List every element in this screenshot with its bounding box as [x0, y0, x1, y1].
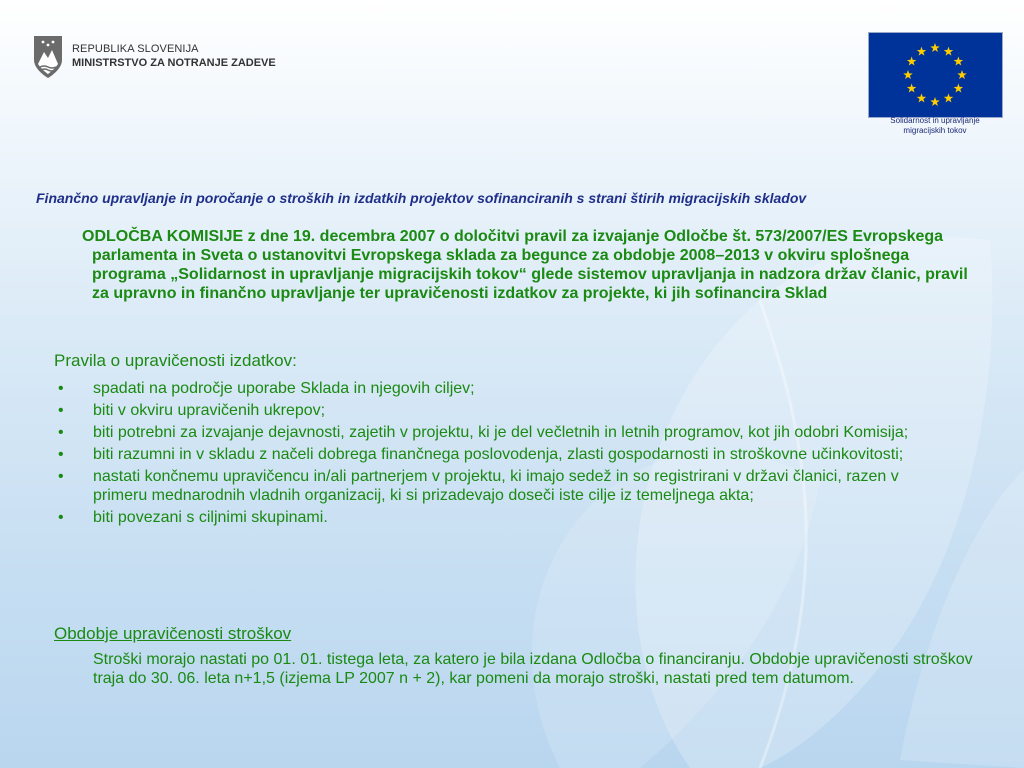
eu-star-icon	[917, 47, 927, 56]
eu-caption-line2: migracijskih tokov	[903, 126, 967, 135]
eu-star-icon	[930, 97, 940, 106]
bullet: •	[58, 380, 64, 397]
page-title: Finančno upravljanje in poročanje o stroških in izdatkih projektov sofinanciranih s strani štirih migracijskih skladov	[36, 190, 807, 206]
list-item	[54, 445, 954, 464]
ministry-country-label: REPUBLIKA SLOVENIJA	[72, 43, 199, 55]
list-item-text: nastati končnemu upravičencu in/ali partnerjem v projektu, ki imajo sedež in so registrirani v državi članici, razen v primeru mednarodnih vladnih organizacij, ki si prizadevajo doseči iste cilje iz temeljnega akta;	[93, 468, 899, 504]
bullet: •	[58, 509, 64, 526]
list-item-text: biti povezani s ciljnimi skupinami.	[93, 509, 328, 526]
bullet: •	[58, 424, 64, 441]
bullet: •	[58, 446, 64, 463]
slovenia-crest-icon	[32, 34, 64, 80]
eu-star-icon	[903, 70, 913, 79]
eu-star-icon	[957, 70, 967, 79]
list-item-text: spadati na področje uporabe Sklada in njegovih ciljev;	[93, 380, 475, 397]
eu-star-icon	[954, 57, 964, 66]
eligibility-period-text: Stroški morajo nastati po 01. 01. tistega leta, za katero je bila izdana Odločba o financiranju. Obdobje upravičenosti stroškov traja do 30. 06. leta n+1,5 (izjema LP 2007 n + 2), kar pomeni da morajo stroški, nastati pred tem datumom.	[93, 651, 973, 687]
list-item	[54, 379, 954, 398]
eu-star-icon	[907, 57, 917, 66]
eu-flag-icon	[868, 32, 1003, 118]
bullet: •	[58, 402, 64, 419]
list-item	[54, 401, 954, 420]
list-item	[54, 508, 954, 527]
list-item-text: biti v okviru upravičenih ukrepov;	[93, 402, 326, 419]
eu-star-icon	[944, 93, 954, 102]
list-item	[54, 423, 954, 442]
eu-star-icon	[917, 93, 927, 102]
commission-decision-text: ODLOČBA KOMISIJE z dne 19. decembra 2007 o določitvi pravil za izvajanje Odločbe št. 573/2007/ES Evropskega parlamenta in Sveta o ustanovitvi Evropskega sklada za begunce za obdobje 2008–2013 v okviru splošnega programa „Solidarnost in upravljanje migracijskih tokov“ glede sistemov upravljanja in nadzora držav članic, pravil za upravno in finančno upravljanje ter upravičenosti izdatkov za projekte, ki jih sofinancira Sklad	[82, 228, 968, 302]
eligibility-rules-list	[54, 379, 954, 530]
list-item	[54, 467, 954, 505]
eu-star-icon	[907, 84, 917, 93]
eligibility-period-heading: Obdobje upravičenosti stroškov	[54, 624, 292, 643]
eu-caption-line1: Solidarnost in upravljanje	[890, 116, 980, 125]
eu-fund-caption	[860, 116, 1010, 136]
eligibility-rules-heading: Pravila o upravičenosti izdatkov:	[54, 351, 297, 370]
bullet: •	[58, 468, 64, 485]
list-item-text: biti potrebni za izvajanje dejavnosti, zajetih v projektu, ki je del večletnih in letnih programov, kot jih odobri Komisija;	[93, 424, 909, 441]
list-item-text: biti razumni in v skladu z načeli dobrega finančnega poslovodenja, zlasti gospodarnosti in stroškovne učinkovitosti;	[93, 446, 904, 463]
eu-star-icon	[944, 47, 954, 56]
eu-star-icon	[954, 84, 964, 93]
ministry-name-label: MINISTRSTVO ZA NOTRANJE ZADEVE	[72, 57, 276, 69]
ministry-logo	[32, 34, 302, 82]
eu-star-icon	[930, 43, 940, 52]
